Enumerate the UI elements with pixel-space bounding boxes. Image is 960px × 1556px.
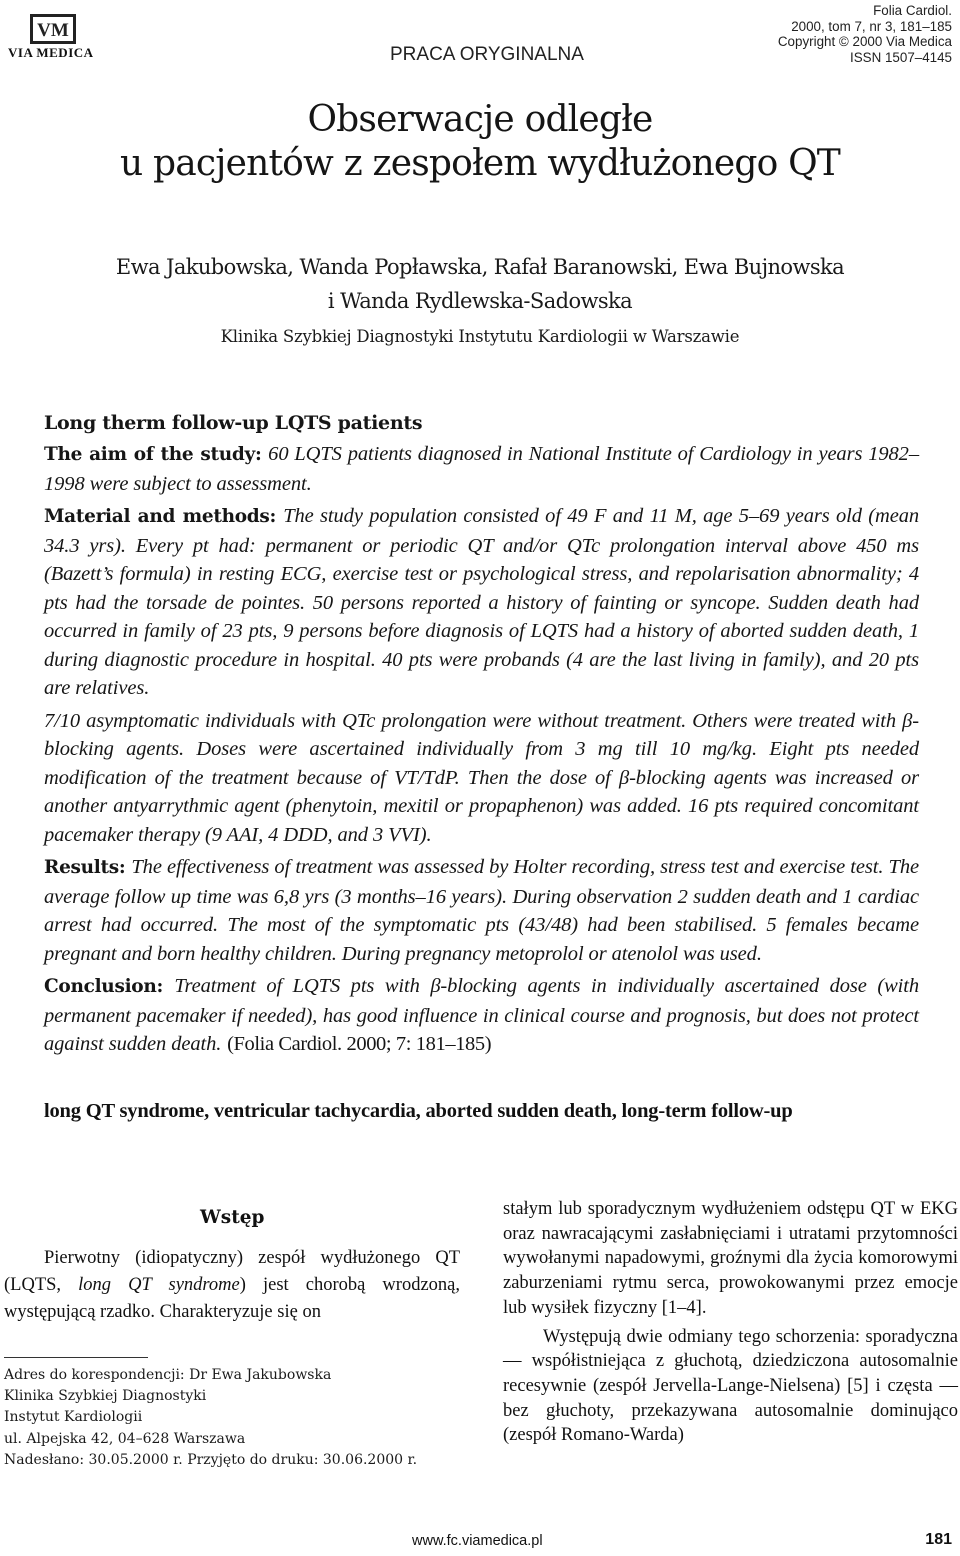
- correspondence-line: ul. Alpejska 42, 04–628 Warszawa: [4, 1430, 246, 1447]
- english-title: Long therm follow-up LQTS patients: [44, 412, 423, 434]
- footer-url[interactable]: www.fc.viamedica.pl: [412, 1533, 543, 1549]
- page-number: 181: [925, 1531, 952, 1548]
- conclusion-label: Conclusion:: [44, 976, 164, 997]
- intro-text-b: ) jest chorobą wrodzoną, występującą rzadko. Charakteryzuje się on: [4, 1275, 460, 1322]
- journal-copyright: Copyright © 2000 Via Medica: [777, 34, 952, 50]
- authors-line-1: Ewa Jakubowska, Wanda Popławska, Rafał Baranowski, Ewa Bujnowska: [115, 255, 845, 279]
- logo-monogram: VM: [37, 20, 69, 41]
- journal-issn: ISSN 1507–4145: [850, 49, 952, 65]
- correspondence-address: [4, 1365, 417, 1471]
- correspondence-line: Nadesłano: 30.05.2000 r. Przyjęto do druku: 30.06.2000 r.: [4, 1451, 418, 1468]
- title-line-1: Obserwacje odległe: [307, 99, 653, 140]
- authors-line-2: i Wanda Rydlewska-Sadowska: [327, 289, 633, 313]
- title-line-2: u pacjentów z zespołem wydłużonego QT: [119, 143, 841, 184]
- keywords: long QT syndrome, ventricular tachycardia, aborted sudden death, long-term follow-up: [44, 1100, 793, 1122]
- intro-text-a: Pierwotny (idiopatyczny) zespół wydłużonego QT (LQTS,: [4, 1248, 460, 1295]
- abstract: [44, 409, 919, 1063]
- abstract-aim: [44, 440, 919, 498]
- article-title: [0, 98, 960, 186]
- abstract-results: [44, 853, 919, 968]
- journal-volume: 2000, tom 7, nr 3, 181–185: [791, 18, 952, 34]
- footnote-divider: [4, 1357, 148, 1358]
- intro-term: long QT syndrome: [78, 1275, 240, 1295]
- citation: (Folia Cardiol. 2000; 7: 181–185): [227, 1033, 492, 1055]
- affiliation: Klinika Szybkiej Diagnostyki Instytutu Kardiologii w Warszawie: [220, 327, 740, 346]
- journal-info: [778, 3, 952, 65]
- methods-text: The study population consisted of 49 F and 11 M, age 5–69 years old (mean 34.3 yrs). Every pt had: permanent or periodic QT and/or QTc prolongation interval above 450 ms (Bazett’s formula) in resting ECG, exercise test or psychological stress, and repolarisation abnormality; 4 pts had the torsade de pointes. 50 persons reported a history of fainting or syncope. Sudden death had occurred in family of 23 pts, 9 persons before diagnosis of LQTS had a history of aborted sudden death, 1 during diagnostic procedure in hospital. 40 pts were probands (4 are the last living in family), and 20 pts are relatives.: [44, 505, 919, 699]
- intro-paragraph-right-2: Występują dwie odmiany tego schorzenia: sporadyczna — współistniejąca z głuchotą, dziedziczona autosomalnie recesywnie (zespół Jervella-Lange-Nielsena) [5] i częsta — bez głuchoty, przekazywana autosomalnie dominująco (zespół Romano-Warda): [503, 1326, 958, 1446]
- author-list: [0, 250, 960, 318]
- intro-paragraph-right-1: stałym lub sporadycznym wydłużeniem odstępu QT w EKG oraz nawracającymi zasłabnięciami i utratami przytomności wywołanymi napadowymi, groźnymi dla życia komorowymi zaburzeniami rytmu serca, prowokowanymi przez emocje lub wysiłek fizyczny [1–4].: [503, 1199, 958, 1318]
- treatment-text: 7/10 asymptomatic individuals with QTc prolongation were without treatment. Others were treated with β-blocking agents. Doses were ascertained individually from 3 mg till 10 mg/kg. Eight pts needed modification of the treatment because of VT/TdP. Then the dose of β-blocking agents was increased or another antyarrythmic agent (phenytoin, mexitil or propaphenon) was added. 16 pts required concomitant pacemaker therapy (9 AAI, 4 DDD, and 3 VVI).: [44, 709, 919, 846]
- intro-column-right: [503, 1197, 958, 1448]
- results-label: Results:: [44, 857, 126, 878]
- conclusion-text: Treatment of LQTS pts with β-blocking agents in individually ascertained dose (with permanent pacemaker if needed), has good influence in clinical course and prognosis, but does not protect against sudden death.: [44, 975, 919, 1055]
- correspondence-line: Adres do korespondencji: Dr Ewa Jakubowska: [4, 1367, 332, 1383]
- logo-text: VIA MEDICA: [8, 45, 94, 60]
- publisher-logo: [8, 14, 104, 61]
- intro-paragraph-left: [4, 1245, 460, 1326]
- correspondence-line: Instytut Kardiologii: [4, 1409, 143, 1426]
- abstract-conclusion: [44, 972, 919, 1059]
- aim-label: The aim of the study:: [44, 444, 262, 465]
- section-heading: Wstęp: [200, 1207, 265, 1228]
- article-type-label: PRACA ORYGINALNA: [390, 44, 584, 65]
- abstract-treatment: [44, 707, 919, 850]
- methods-label: Material and methods:: [44, 506, 277, 527]
- results-text: The effectiveness of treatment was assessed by Holter recording, stress test and exercise test. The average follow up time was 6,8 yrs (3 months–16 years). During observation 2 sudden death and 1 cardiac arrest had occurred. The most of the symptomatic pts (43/48) had been stabilised. 5 females became pregnant and born healthy children. During pregnancy metoprolol or atenolol was used.: [44, 856, 919, 965]
- correspondence-line: Klinika Szybkiej Diagnostyki: [4, 1388, 207, 1405]
- via-medica-logo-mark: [30, 14, 76, 44]
- journal-name: Folia Cardiol.: [873, 3, 952, 18]
- aim-text: 60 LQTS patients diagnosed in National Institute of Cardiology in years 1982–1998 were subject to assessment.: [44, 443, 919, 495]
- abstract-methods: [44, 502, 919, 703]
